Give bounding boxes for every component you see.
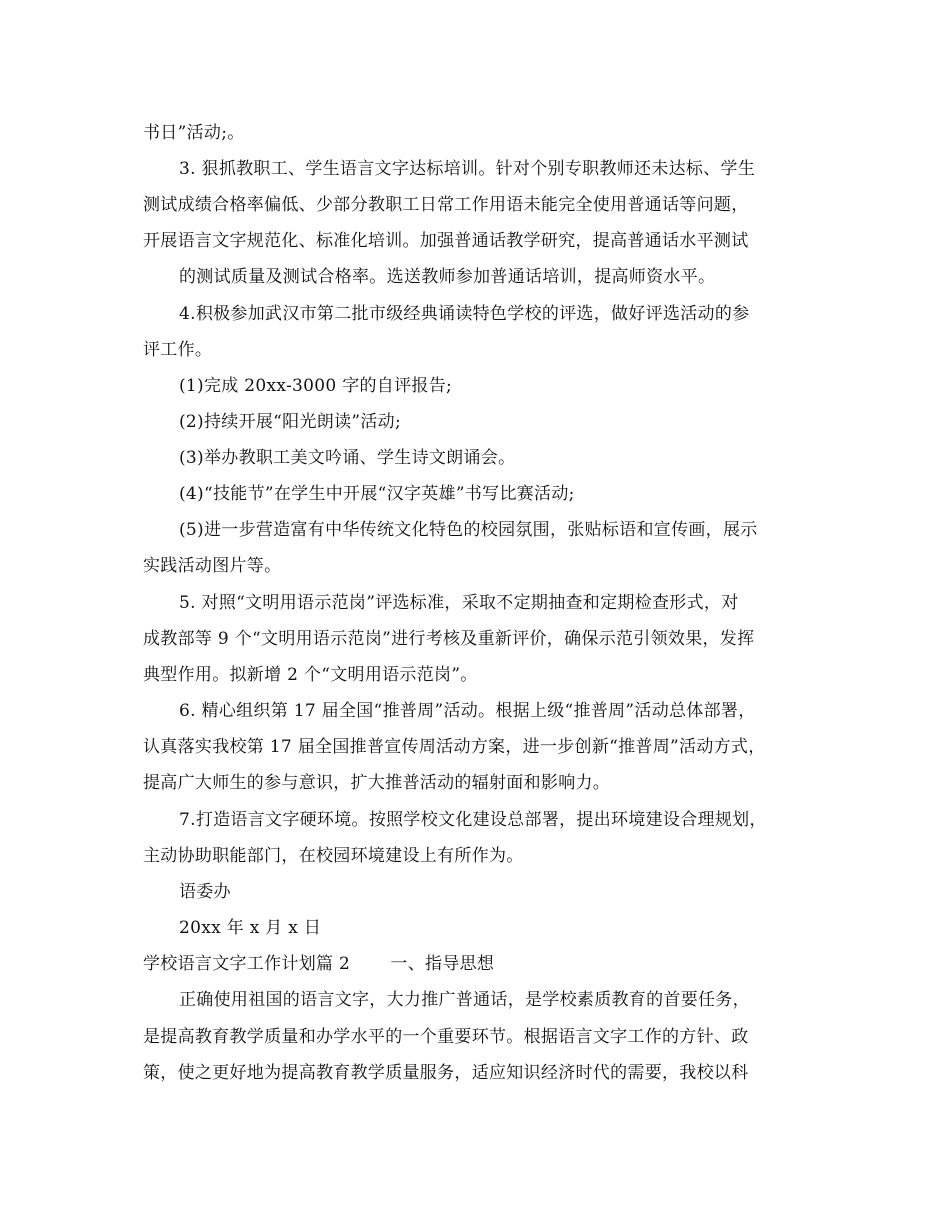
text-line: 提高广大师生的参与意识，扩大推普活动的辐射面和影响力。 — [143, 773, 611, 793]
text-line: 是提高教育教学质量和办学水平的一个重要环节。根据语言文字工作的方针、政 — [143, 1027, 749, 1047]
text-line: (5)进一步营造富有中华传统文化特色的校园氛围，张贴标语和宣传画，展示 — [179, 520, 758, 540]
text-line: 6. 精心组织第 17 届全国“推普周”活动。根据上级“推普周”活动总体部署， — [179, 701, 756, 721]
text-line: 认真落实我校第 17 届全国推普宣传周活动方案，进一步创新“推普周”活动方式， — [143, 737, 766, 757]
text-line: (2)持续开展“阳光朗读”活动; — [179, 412, 401, 432]
text-line: 7.打造语言文字硬环境。按照学校文化建设总部署，提出环境建设合理规划， — [179, 810, 767, 830]
section-heading: 学校语言文字工作计划篇 2 一、指导思想 — [143, 954, 495, 974]
text-line: (1)完成 20xx-3000 字的自评报告; — [179, 376, 453, 396]
text-line: 主动协助职能部门，在校园环境建设上有所作为。 — [143, 846, 524, 866]
text-line: 书日”活动;。 — [143, 123, 245, 143]
text-line: 的测试质量及测试合格率。选送教师参加普通话培训，提高师资水平。 — [179, 267, 716, 287]
text-line: 3. 狠抓教职工、学生语言文字达标培训。针对个别专职教师还未达标、学生 — [179, 159, 756, 179]
text-line: 5. 对照“文明用语示范岗”评选标准，采取不定期抽查和定期检查形式，对 — [179, 593, 739, 613]
text-line: 测试成绩合格率偏低、少部分教职工日常工作用语未能完全使用普通话等问题， — [143, 195, 749, 215]
signature-department: 语委办 — [179, 882, 231, 902]
text-line: (3)举办教职工美文吟诵、学生诗文朗诵会。 — [179, 448, 516, 468]
text-line: 典型作用。拟新增 2 个“文明用语示范岗”。 — [143, 665, 478, 685]
text-line: 成教部等 9 个“文明用语示范岗”进行考核及重新评价，确保示范引领效果，发挥 — [143, 629, 755, 649]
text-line: 4.积极参加武汉市第二批市级经典诵读特色学校的评选，做好评选活动的参 — [179, 304, 750, 324]
signature-date: 20xx 年 x 月 x 日 — [179, 918, 322, 938]
text-line: 实践活动图片等。 — [143, 556, 282, 576]
text-line: 策，使之更好地为提高教育教学质量服务，适应知识经济时代的需要，我校以科 — [143, 1063, 749, 1083]
text-line: 开展语言文字规范化、标准化培训。加强普通话教学研究，提高普通话水平测试 — [143, 231, 749, 251]
text-line: 正确使用祖国的语言文字，大力推广普通话，是学校素质教育的首要任务， — [179, 990, 750, 1010]
text-line: 评工作。 — [143, 340, 213, 360]
text-line: (4)“技能节”在学生中开展“汉字英雄”书写比赛活动; — [179, 484, 575, 504]
